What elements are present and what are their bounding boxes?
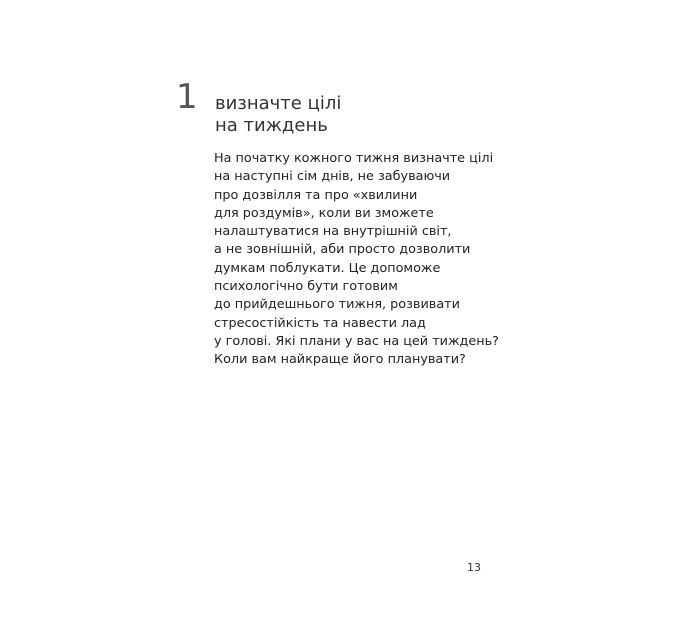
body-line: Коли вам найкраще його планувати? (214, 352, 466, 368)
body-line: для роздумів», коли ви зможете (214, 205, 434, 221)
body-line: на наступні сім днів, не забуваючи (214, 169, 451, 185)
chapter-title (215, 93, 341, 137)
body-line: до прийдешнього тижня, розвивати (214, 297, 460, 313)
chapter-title-line: визначте цілі (215, 93, 342, 114)
body-line: стресостійкість та навести лад (214, 315, 426, 331)
body-line: психологічно бути готовим (214, 279, 398, 295)
body-line: у голові. Які плани у вас на цей тиждень? (214, 333, 499, 349)
chapter-number: 1 (176, 77, 198, 117)
body-line: про дозвілля та про «хвилини (214, 187, 418, 203)
page-number: 13 (467, 561, 481, 574)
body-line: а не зовнішній, аби просто дозволити (214, 242, 471, 258)
body-line: налаштуватися на внутрішній світ, (214, 224, 452, 240)
body-paragraph (214, 150, 514, 370)
body-line: думкам поблукати. Це допоможе (214, 260, 441, 276)
chapter-title-line: на тиждень (215, 115, 328, 136)
body-line: На початку кожного тижня визначте цілі (214, 151, 494, 166)
